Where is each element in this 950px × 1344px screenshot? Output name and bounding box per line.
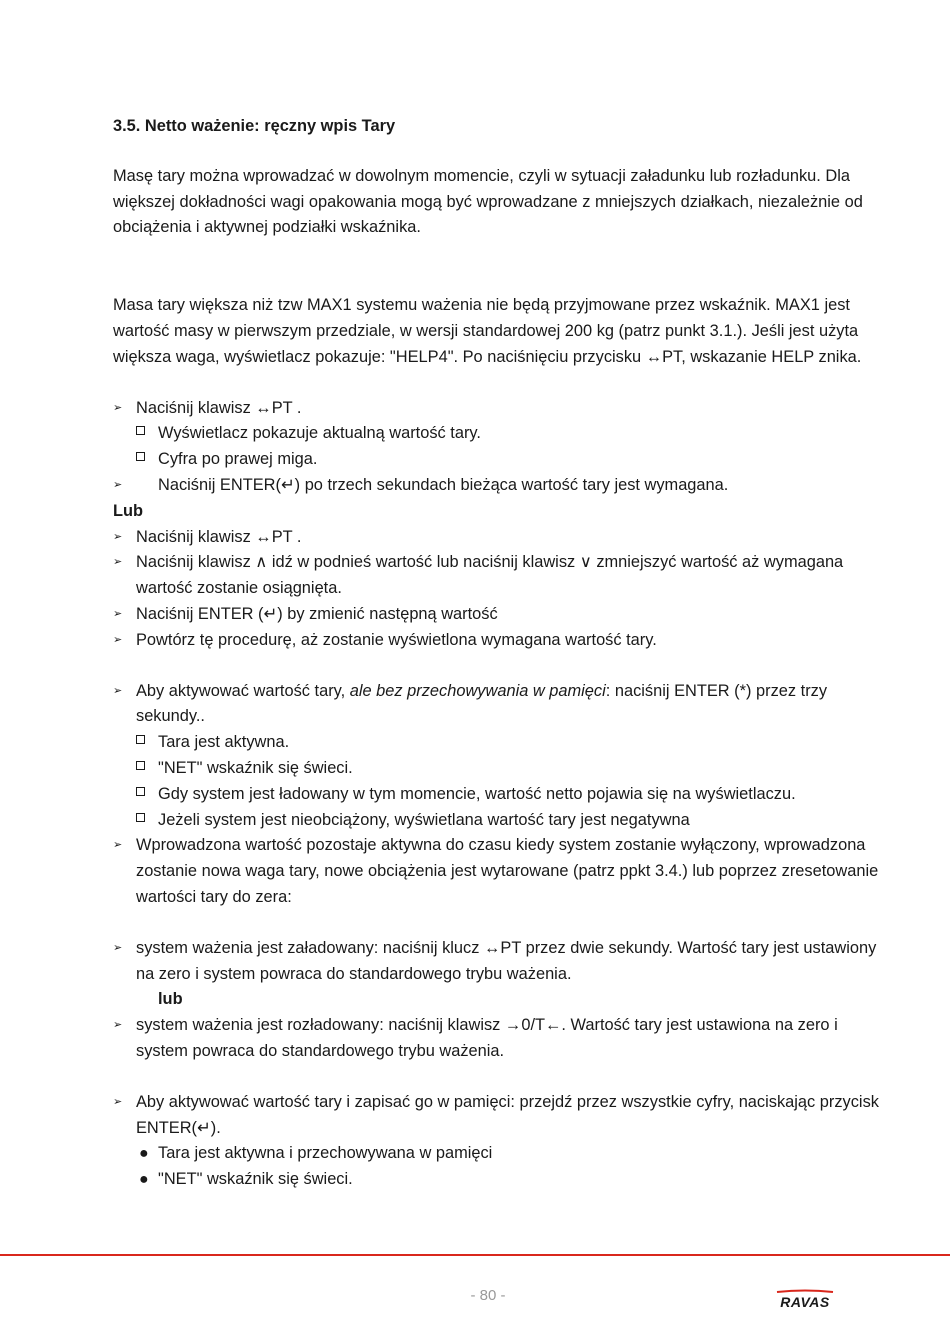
list-item: ➢ system ważenia jest załadowany: naciśnij klucz ↔PT przez dwie sekundy. Wartość tary jest ustawiony na zero i system powraca do standardowego trybu ważenia. xyxy=(113,936,883,988)
square-bullet-icon xyxy=(136,808,150,834)
section-heading: 3.5. Netto ważenie: ręczny wpis Tary xyxy=(113,117,396,135)
arrow-bullet-icon: ➢ xyxy=(113,839,123,852)
square-bullet-icon xyxy=(136,447,150,473)
dot-bullet-icon: ● xyxy=(139,1171,149,1189)
arrow-bullet-icon: ➢ xyxy=(113,941,123,954)
arrow-bullet-icon: ➢ xyxy=(113,633,123,646)
list-item: Jeżeli system jest nieobciążony, wyświetlana wartość tary jest negatywna xyxy=(113,808,883,834)
list-item: ➢ Powtórz tę procedurę, aż zostanie wyświetlona wymagana wartość tary. xyxy=(113,628,883,654)
list-item: ➢ Aby aktywować wartość tary, ale bez przechowywania w pamięci: naciśnij ENTER (*) przez trzy sekundy.. xyxy=(113,679,883,731)
list-item: ● Tara jest aktywna i przechowywana w pamięci xyxy=(113,1141,883,1167)
list-item: ➢ Naciśnij klawisz ↔PT . xyxy=(113,396,883,422)
list-item: Tara jest aktywna. xyxy=(113,730,883,756)
arrow-bullet-icon: ➢ xyxy=(113,478,123,491)
square-bullet-icon xyxy=(136,730,150,756)
dot-bullet-icon: ● xyxy=(139,1145,149,1163)
list-item: ➢ Naciśnij klawisz ∧ idź w podnieś wartość lub naciśnij klawisz ∨ zmniejszyć wartość aż wymagana wartość zostanie osiągnięta. xyxy=(113,550,883,602)
square-bullet-icon xyxy=(136,756,150,782)
arrow-bullet-icon: ➢ xyxy=(113,1095,123,1108)
list-item: Cyfra po prawej miga. xyxy=(113,447,883,473)
list-item: Wyświetlacz pokazuje aktualną wartość tary. xyxy=(113,421,883,447)
paragraph-tare-intro: Masę tary można wprowadzać w dowolnym momencie, czyli w sytuacji załadunku lub rozładunku. Dla większej dokładności wagi opakowania mogą być wprowadzane z mniejszych działkach, niezależnie od obciążenia i aktywnej podziałki wskaźnika. xyxy=(113,166,863,237)
page-content xyxy=(113,114,883,1193)
list-item: ● "NET" wskaźnik się świeci. xyxy=(113,1167,883,1193)
arrow-bullet-icon: ➢ xyxy=(113,530,123,543)
lub-label: lub xyxy=(158,990,183,1009)
page-number: - 80 - xyxy=(470,1287,506,1304)
arrow-bullet-icon: ➢ xyxy=(113,401,123,414)
square-bullet-icon xyxy=(136,782,150,808)
list-item: ➢ Naciśnij ENTER(↵) po trzech sekundach bieżąca wartość tary jest wymagana. xyxy=(113,473,883,499)
list-item: "NET" wskaźnik się świeci. xyxy=(113,756,883,782)
list-item: ➢ Naciśnij klawisz ↔PT . xyxy=(113,525,883,551)
arrow-bullet-icon: ➢ xyxy=(113,556,123,569)
paragraph-max1: Masa tary większa niż tzw MAX1 systemu ważenia nie będą przyjmowane przez wskaźnik. MAX1 jest wartość masy w pierwszym przedziale, w wersji standardowej 200 kg (patrz punkt 3.1.). Jeśli jest użyta większa waga, wyświetlacz pokazuje: "HELP4". Po naciśnięciu przycisku ↔PT, wskazanie HELP znika. xyxy=(113,296,862,366)
list-item: ➢ Naciśnij ENTER (↵) by zmienić następną wartość xyxy=(113,602,883,628)
arrow-bullet-icon: ➢ xyxy=(113,684,123,697)
arrow-bullet-icon: ➢ xyxy=(113,1019,123,1032)
arrow-bullet-icon: ➢ xyxy=(113,607,123,620)
list-item: ➢ system ważenia jest rozładowany: naciśnij klawisz →0/T←. Wartość tary jest ustawiona na zero i system powraca do standardowego trybu ważenia. xyxy=(113,1013,883,1065)
ravas-logo xyxy=(775,1289,835,1309)
list-item: ➢ Wprowadzona wartość pozostaje aktywna do czasu kiedy system zostanie wyłączony, wprowadzona zostanie nowa waga tary, nowe obciążenia jest wytarowane (patrz ppkt 3.4.) lub poprzez zresetowanie wartości tary do zera: xyxy=(113,833,883,910)
list-item: ➢ Aby aktywować wartość tary i zapisać go w pamięci: przejdź przez wszystkie cyfry, naciskając przycisk ENTER(↵). xyxy=(113,1090,883,1142)
svg-text:RAVAS: RAVAS xyxy=(780,1294,830,1309)
square-bullet-icon xyxy=(136,421,150,447)
footer-divider xyxy=(0,1254,950,1256)
lub-label: Lub xyxy=(113,501,144,520)
list-item: Gdy system jest ładowany w tym momencie, wartość netto pojawia się na wyświetlaczu. xyxy=(113,782,883,808)
